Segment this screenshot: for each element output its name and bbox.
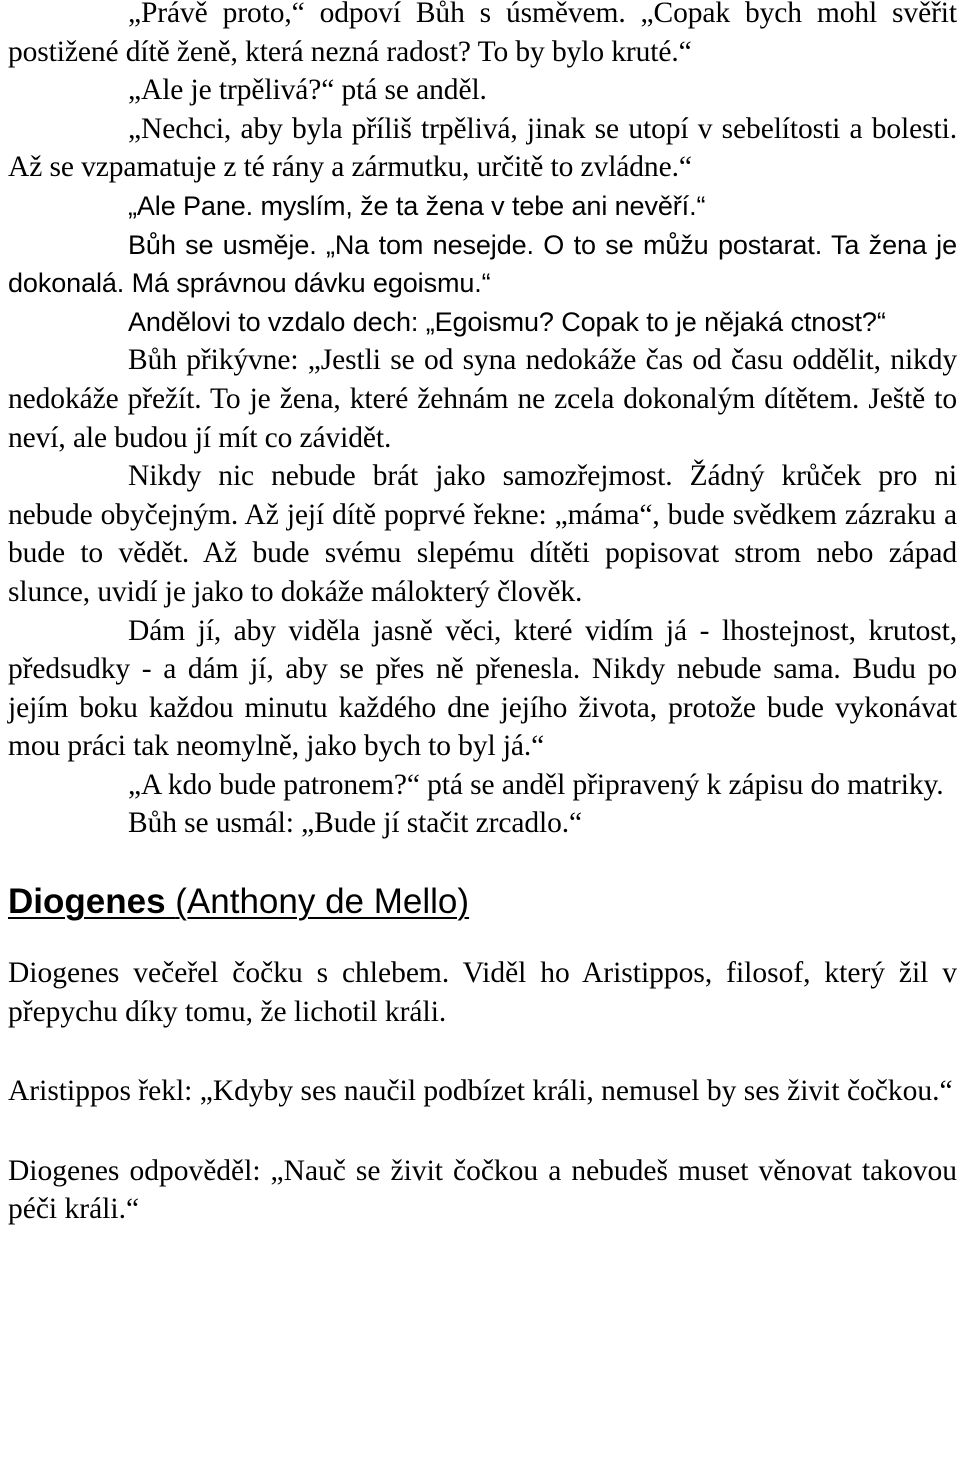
section-heading [8,880,957,924]
story-paragraph: Bůh se usmál: „Bude jí stačit zrcadlo.“ [128,807,583,840]
section-title: Diogenes [8,882,166,922]
story-paragraph: „Právě proto,“ odpoví Bůh s úsměvem. „Copak bych mohl svěřit postižené dítě ženě, která nezná radost? To by bylo kruté.“ [8,0,957,68]
story-paragraph: Dám jí, aby viděla jasně věci, které vidím já - lhostejnost, krutost, předsudky - a dám jí, aby se přes ně přenesla. Nikdy nebude sama. Budu po jejím boku každou minutu každého dne jejího života, protože bude vykonávat mou práci tak neomylně, jako bych to byl já.“ [8,614,957,763]
section-author: (Anthony de Mello) [175,882,470,922]
story-paragraph: Andělovi to vzdalo dech: „Egoismu? Copak to je nějaká ctnost?“ [128,306,886,337]
section-paragraph: Aristippos řekl: „Kdyby ses naučil podbízet králi, nemusel by ses živit čočkou.“ [8,1075,953,1108]
story-paragraph: Bůh se usměje. „Na tom nesejde. O to se můžu postarat. Ta žena je dokonalá. Má správnou dávku egoismu.“ [8,229,957,299]
document-page [8,0,957,1229]
story-paragraph: „A kdo bude patronem?“ ptá se anděl připravený k zápisu do matriky. [128,768,944,801]
story-paragraph: „Ale Pane. myslím, že ta žena v tebe ani nevěří.“ [128,190,706,221]
story-paragraph: „Nechci, aby byla příliš trpělivá, jinak se utopí v sebelítosti a bolesti. Až se vzpamatuje z té rány a zármutku, určitě to zvládne.“ [8,112,957,184]
section-paragraph: Diogenes večeřel čočku s chlebem. Viděl ho Aristippos, filosof, který žil v přepychu díky tomu, že lichotil králi. [8,957,957,1028]
story-paragraph: Nikdy nic nebude brát jako samozřejmost. Žádný krůček pro ni nebude obyčejným. Až její dítě poprvé řekne: „máma“, bude svědkem zázraku a bude to vědět. Až bude svému slepému dítěti popisovat strom nebo západ slunce, uvidí je jako to dokáže málokterý člověk. [8,460,957,608]
diogenes-text [8,954,957,1229]
section-paragraph: Diogenes odpověděl: „Nauč se živit čočkou a nebudeš muset věnovat takovou péči králi.“ [8,1154,957,1226]
story-paragraph: Bůh přikývne: „Jestli se od syna nedokáže čas od času oddělit, nikdy nedokáže přežít. To je žena, které žehnám ne zcela dokonalým dítětem. Ještě to neví, ale budou jí mít co závidět. [8,344,957,454]
story-text [8,0,957,843]
story-paragraph: „Ale je trpělivá?“ ptá se anděl. [128,74,487,107]
